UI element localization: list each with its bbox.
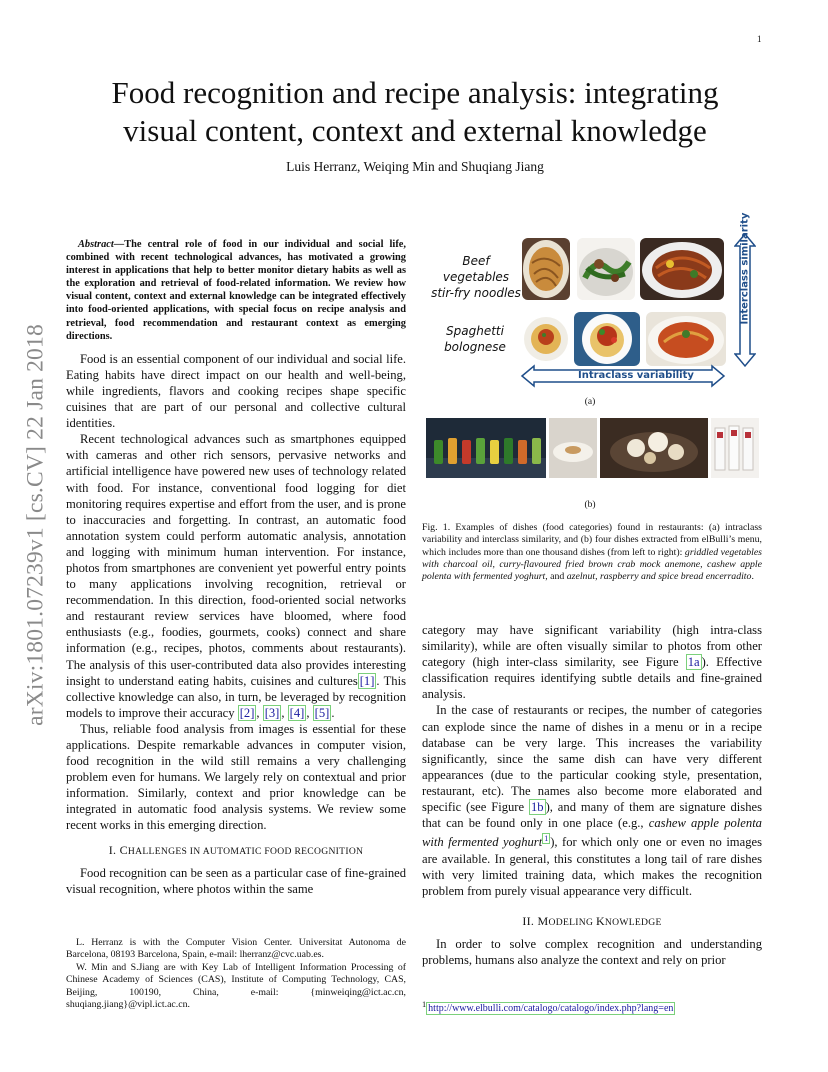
section-title-part: ODELING <box>548 916 596 928</box>
separator: , <box>306 705 313 720</box>
paragraph-text-b: ). Effective classification requires identifying subtle details and fine-grained analysis. <box>422 655 762 702</box>
title-line-1: Food recognition and recipe analysis: integrating <box>111 75 719 110</box>
right-column <box>422 622 762 968</box>
subfigure-a-label: (a) <box>584 397 596 407</box>
footnotes-left <box>66 937 406 1011</box>
paragraph-text: In the case of restaurants or recipes, the number of categories can explode since the name of dishes in a menu or in a recipe database can be very large. This increases the variability significantly, since the same dish can have very different appearances (due to the particular cooking style, presentation, restaurant, etc). The names also become more elaborated and specific (see Figure <box>422 703 762 815</box>
footnote-affiliation-1: L. Herranz is with the Computer Vision Center. Universitat Autonoma de Barcelona, 08193 Barcelona, Spain, e-mail: lherranz@cvc.uab.es. <box>66 937 406 961</box>
figure-link[interactable]: 1b <box>530 800 544 815</box>
label-beef-line-2: stir-fry noodles <box>431 286 521 300</box>
label-beef-noodles <box>428 253 524 301</box>
abstract <box>66 238 406 343</box>
title-line-2: visual content, context and external knowledge <box>123 113 707 148</box>
intro-paragraph-2-text-b: . This collective knowledge can also, in turn, be leveraged by recognition models to improve their accuracy <box>66 673 406 720</box>
intro-paragraph-3: Thus, reliable food analysis from images is essential for these applications. Despite remarkable advances in computer vision, food recognition in the wild still remains a very challenging problem even for humans. We largely rely on contextual and prior information. Similarly, context and prior knowledge can be integrated in automatic food analysis systems. We review some recent works in this emerging direction. <box>66 721 406 833</box>
separator: , <box>281 705 288 720</box>
paragraph-text: category may have significant variability (high intra-class similarity), while are often visually similar to photos from other category (high inter-class similarity, see Figure <box>422 623 762 670</box>
section1-paragraph-1: Food recognition can be seen as a particular case of fine-grained visual recognition, where photos within the same <box>66 865 406 896</box>
footnote-url-link[interactable]: http://www.elbulli.com/catalogo/catalogo/index.php?lang=en <box>428 1003 674 1015</box>
photo-elbulli-encerradito <box>711 418 759 478</box>
section-title-part-2: NOWLEDGE <box>604 916 662 928</box>
intro-paragraph-1: Food is an essential component of our individual and social life. Eating habits have direct impact on our health and well-being, while ingredients, flavors and cooking recipes shape specific cuisines that are part of our personal and collective cultural identities. <box>66 351 406 431</box>
section2-paragraph-1: In order to solve complex recognition and understanding problems, humans also analyze the context and rely on prior <box>422 936 762 967</box>
photo-spaghetti-3 <box>646 312 726 366</box>
label-spag-line-2: bolognese <box>444 340 506 354</box>
paragraph-text-b: ), and many of them are signature dishes that can be found only in one place (e.g., <box>422 800 762 831</box>
abstract-label: Abstract <box>78 239 114 250</box>
left-column <box>66 238 406 897</box>
footnote-mark: 1 <box>422 1000 427 1009</box>
footnote-affiliation-2: W. Min and S.Jiang are with Key Lab of Intelligent Information Processing of Chinese Academy of Sciences (CAS), Institute of Computing Technology, CAS, Beijing, 100190, China, e-mail: {minweiqing@ict.ac.cn, shuqiang.jiang}@vipl.ict.ac.cn. <box>66 961 406 1011</box>
caption-prefix: Fig. 1. Examples of dishes (food categories) found in restaurants: (a) intraclass variability and interclass similarity, and (b) four dishes extracted from elBulli’s menu, which includes more than one thousand dishes (from left to right): <box>422 522 762 558</box>
arxiv-id: arXiv:1801.07239v1 [cs.CV] 22 Jan 2018 <box>22 324 49 726</box>
photo-elbulli-crab-anemone <box>549 418 597 478</box>
section-initial: C <box>119 842 128 857</box>
abstract-text: —The central role of food in our individual and social life, combined with recent technological advances, has motivated a growing interest in applications that help to better monitor dietary habits as well as the exploration and retrieval of food-related information. We review how visual content, context and external knowledge can be integrated effectively into food-oriented applications, with special focus on recipe analysis and retrieval, food recommendation and restaurant context as emerging directions. <box>66 239 406 342</box>
label-beef-line-1: Beef vegetables <box>442 254 510 284</box>
subfigure-b-label: (b) <box>584 500 596 510</box>
photo-spaghetti-1 <box>522 312 570 366</box>
photo-beef-noodles-3 <box>640 238 724 300</box>
caption-mid: , and <box>545 571 567 583</box>
arxiv-stamp <box>16 290 56 760</box>
interclass-label <box>740 271 751 325</box>
section-number: II. <box>522 913 538 928</box>
label-spag-line-1: Spaghetti <box>446 324 504 338</box>
section1-paragraph-1-cont <box>422 622 762 702</box>
intro-paragraph-2-text: Recent technological advances such as smartphones equipped with cameras and other rich sensors, pervasive networks and artificial intelligence have powered new uses of technology related with food. For instance, conventional food logging for diet monitoring requires expertise and effort from the user, and is prone to inaccuracies and forgetting. In contrast, an automatic food annotation system could perform automatic analysis, annotation and logging with minimum human intervention. For instance, photos from smartphones are convenient yet powerful entry points to many applications involving recognition, retrieval or recommendation. In this direction, food-oriented social networks and restaurant review services have bloomed, where food enthusiasts (e.g., foodies, gourmets, cooks) connect and share information (e.g., recipes, photos, comments about restaurants). The analysis of this user-contributed data also provides interesting insight to understand eating habits, cuisines and cultures <box>66 432 406 688</box>
authors: Luis Herranz, Weiqing Min and Shuqiang Jiang <box>286 159 544 174</box>
citation-link[interactable]: [5] <box>314 705 330 720</box>
section-number: I. <box>108 842 120 857</box>
paper-title <box>70 74 760 150</box>
caption-dish-4: azelnut, raspberry and spice bread encerradito <box>566 571 752 583</box>
citation-link[interactable]: [4] <box>289 705 305 720</box>
separator: , <box>256 705 263 720</box>
intro-paragraph-2 <box>66 431 406 721</box>
figure-1 <box>422 232 762 522</box>
intraclass-label: Intraclass variability <box>578 370 694 381</box>
citation-link[interactable]: [3] <box>264 705 280 720</box>
section-heading-1 <box>66 842 406 860</box>
section-title-rest: HALLENGES IN AUTOMATIC FOOD RECOGNITION <box>127 845 364 857</box>
section-initial-2: K <box>595 913 605 928</box>
section-initial: M <box>537 913 549 928</box>
figure-link[interactable]: 1a <box>687 655 700 670</box>
page-number: 1 <box>757 34 762 44</box>
caption-dishes: griddled vegetables with charcoal oil, curry-flavoured fried brown crab mock anemone, cashew apple polenta with fermented yoghurt <box>422 546 762 583</box>
photo-elbulli-vegetables <box>426 418 546 478</box>
photo-elbulli-cashew-polenta <box>600 418 708 478</box>
caption-end: . <box>751 571 754 583</box>
section-heading-2 <box>422 913 762 931</box>
paragraph-text-c: ), for which only one or even no images are available. In general, this constitutes a long tail of rare dishes with very limited training data, which makes the recognition problem from purely visual appearance very difficult. <box>422 835 762 898</box>
figure-caption <box>422 522 762 583</box>
section1-paragraph-2 <box>422 702 762 898</box>
dish-name-italic: cashew apple polenta with fermented yoghurt <box>422 816 762 850</box>
footnote-right <box>422 1000 762 1014</box>
period: . <box>331 705 335 720</box>
label-spaghetti <box>430 323 520 355</box>
photo-spaghetti-2 <box>574 312 640 366</box>
citation-link[interactable]: [2] <box>239 705 255 720</box>
footnote-link[interactable]: 1 <box>544 834 549 844</box>
citation-link[interactable]: [1] <box>359 673 375 688</box>
photo-beef-noodles-2 <box>577 238 635 300</box>
photo-beef-noodles-1 <box>522 238 570 300</box>
